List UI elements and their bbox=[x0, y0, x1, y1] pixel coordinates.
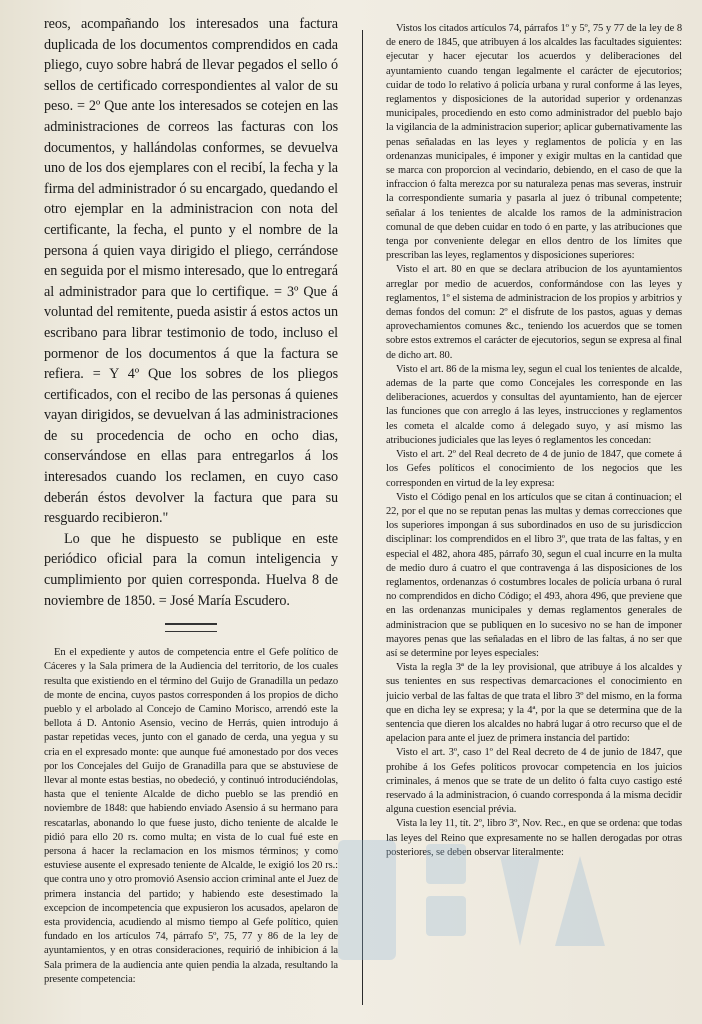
competence-case-text bbox=[44, 646, 338, 987]
considerando-paragraph: Vistos los citados artículos 74, párrafos 1º y 5º, 75 y 77 de la ley de 8 de enero de 1845, que atribuyen á los alcaldes las facultades siguientes: ejecutar y hacer ejecutar los acuerdos y deliberaciones del ayuntamiento cuando tengan legalmente el carácter de ejecutorios; cuidar de todo lo relativo á policía urbana y rural conforme á las leyes, reglamentos y disposiciones de la autoridad superior y ordenanzas municipales, procediendo en esto como administrador del pueblo bajo la vigilancia de la administracion superior; aplicar gubernativamente las penas señaladas en las leyes y reglamentos de policía y en las ordenanzas municipales, é imponer y exigir multas en la cantidad que se marca con proporcion al vecindario, debiendo, en el caso de que la infraccion ó falta merezca por su naturaleza penas mas severas, instruir la correspondiente sumaria y pasarla al juez ó tribunal competente; señalar á los tenientes de alcalde los ramos de la administracion comunal de que deben cuidar en todo ó en parte, y las atribuciones que tenga por conveniente delegar en ellos dentro de los límites que prescriban las leyes, reglamentos y disposiciones superiores: bbox=[386, 23, 682, 262]
column-rule bbox=[362, 30, 363, 1005]
decree-text bbox=[44, 14, 338, 611]
section-divider bbox=[165, 623, 217, 632]
considerando-paragraph: Vista la ley 11, tít. 2º, libro 3º, Nov. Rec., en que se ordena: que todas las leyes del Reino que expresamente no se hallen derogadas por otras posteriores, se deben observar literalmente: bbox=[386, 818, 682, 858]
considerando-paragraph: Visto el art. 2º del Real decreto de 4 de junio de 1847, que comete á los Gefes políticos el conocimiento de los negocios que les corresponden en virtud de la ley expresa: bbox=[386, 449, 682, 489]
considerando-paragraph: Visto el Código penal en los artículos que se citan á continuacion; el 22, por el que no se reputan penas las multas y demas correcciones que los superiores impongan á sus subordinados en uso de su jurisdiccion disciplinar: los comprendidos en el libro 3º, que trata de las faltas, y en especial el 482, ahora 485, párrafo 30, segun el cual incurre en la multa de medio duro á cuatro el que contravenga á las disposiciones de los reglamentos, ordenanzas ó costumbres locales de policía urbana ó rural no comprendidos en dicho Código; el 493, ahora 496, que previene que en las ordenanzas municipales y demas reglamentos generales de administracion que se publiquen en lo sucesivo no se han de imponer mayores penas que las señaladas en el libro de las faltas, á no ser que así se determine por leyes especiales: bbox=[386, 491, 682, 659]
left-column bbox=[44, 14, 338, 1014]
case-paragraph: En el expediente y autos de competencia entre el Gefe político de Cáceres y la Sala primera de la Audiencia del territorio, de los cuales resulta que existiendo en el término del Guijo de Granadilla un pedazo de monte de encina, cuyos pastos corresponden á los propios de dicho pueblo y el arbolado al Concejo de Camino Morisco, arrendó este la bellota á D. Antonio Asensio, vecino de Herrás, quien introdujo á pastar repetidas veces, junto con el ganado de cerda, una yegua y su cria en el expresado monte: que aunque fué amonestado por dos veces por los Concejales del Guijo de Granadilla para que se abstuviese de llevar al monte estas bestias, no obedeció, y continuó introduciéndolas, hasta que el teniente Alcalde de dicho pueblo se las prendió en noviembre de 1848: que habiendo enviado Asensio á su hermano para rescatarlas, abonando lo que fuese justo, dicho teniente de alcalde le pidió para ello 20 rs. como multa; en vista de lo cual fué este en persona á hacer la reclamacion en los mismos términos; y como estuviese ausente el expresado teniente de Alcalde, le exigió los 20 rs.: que contra uno y otro promovió Asensio accion criminal ante el Juez de primera instancia del partido; y habiendo este desestimado la excepcion de incompetencia que expusieron los acusados, apelaron de esta providencia, acudiendo al mismo tiempo al Gefe político, quien fundado en los artículos 74, párrafo 5º, 75, 77 y 86 de la ley de ayuntamientos, y en otras consideraciones, requirió de inhibicion á la Sala primera de la audiencia ante quien pendia la alzada, resultando la presente competencia: bbox=[44, 647, 338, 985]
decree-paragraph-signature: Lo que he dispuesto se publique en este periódico oficial para la comun inteligencia y cumplimiento por quien corresponda. Huelva 8 de noviembre de 1850. = José María Escudero. bbox=[44, 530, 338, 609]
considerando-paragraph: Visto el art. 86 de la misma ley, segun el cual los tenientes de alcalde, ademas de la parte que como Concejales les corresponde en las deliberaciones, acuerdos y consultas del ayuntamiento, han de ejercer las funciones que con arreglo á las leyes, instrucciones y reglamentos les cometa el alcalde como á delegado suyo, y así mismo las atribuciones judiciales que las leyes ó reglamentos les concedan: bbox=[386, 363, 682, 446]
legal-considerations bbox=[386, 22, 682, 860]
decree-paragraph-continued: reos, acompañando los interesados una factura duplicada de los documentos comprendidos en cada pliego, cuyo sobre habrá de llevar pegados el sello ó sellos de certificado correspondientes al valor de su peso. = 2º Que ante los interesados se cotejen en las administraciones de correos las facturas con los documentos, y hallándolas conformes, se devuelva uno de los dos ejemplares con el recibí, la fecha y la firma del administrador ó su encargado, quedando el otro ejemplar en la administracion con nota del certificante, la fecha, el punto y el nombre de la persona á quien vaya dirigido el pliego, cerrándose en seguida por el mismo interesado, que lo entregará al administrador para que lo certifique. = 3º Que á voluntad del remitente, pueda asistir á estos actos un escribano para librar testimonio de todo, incluso el pormenor de los documentos á que la factura se refiera. = Y 4º Que los sobres de los pliegos certificados, con el recibo de las personas á quienes vayan dirigidos, se devuelvan á las administraciones de su procedencia de ocho en ocho dias, conservándose en ellas para entregarlos á los interesados cuando los reclamen, en cuyo caso deberán éstos devolver la factura que para su resguardo recibieron." bbox=[44, 16, 338, 527]
considerando-paragraph: Visto el art. 3º, caso 1º del Real decreto de 4 de junio de 1847, que prohibe á los Gefes políticos provocar competencia en los juicios criminales, á menos que se trate de un delito ó falta cuyo castigo esté reservado á la administracion, ó cuando corresponda á la misma decidir alguna cuestion esencial prévia. bbox=[386, 747, 682, 816]
considerando-paragraph: Vista la regla 3ª de la ley provisional, que atribuye á los alcaldes y sus tenientes en sus respectivas demarcaciones el conocimiento en juicio verbal de las faltas de que trata el libro 3º del mismo, en la forma que en dicha ley se expresa; y la 4ª, por la que se determina que de la sentencia que dieren los alcaldes no habrá lugar á otro recurso que el de apelacion para ante el juez de primera instancia del partido: bbox=[386, 662, 682, 745]
considerando-paragraph: Visto el art. 80 en que se declara atribucion de los ayuntamientos arreglar por medio de acuerdos, conformándose con las leyes y reglamentos, 1º el sistema de administracion de los propios y arbitrios y demas fondos del comun: 2º el disfrute de los pastos, aguas y demas aprovechamientos comunes &c., teniendo los acuerdos que se tomen sobre estos extremos el carácter de ejecutorios, segun se expresa al final de dicho art. 80. bbox=[386, 264, 682, 361]
right-column bbox=[386, 22, 682, 1016]
